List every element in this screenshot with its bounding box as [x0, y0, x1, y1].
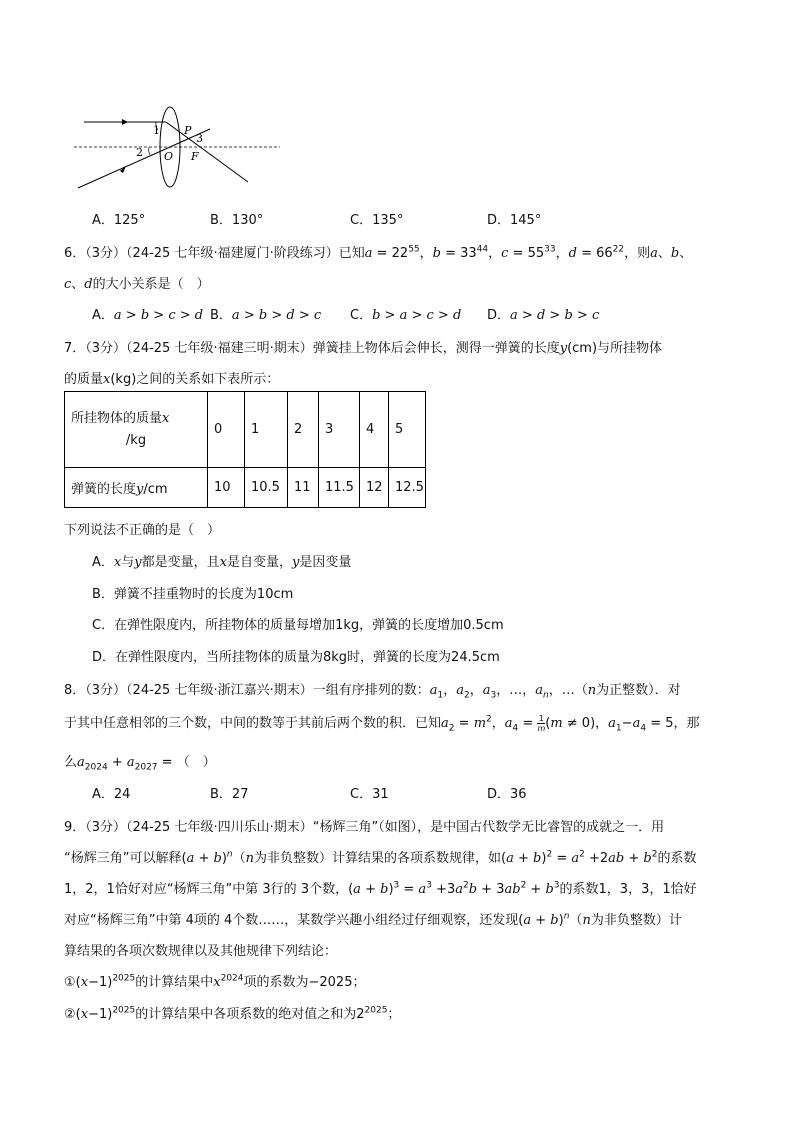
label-O: O	[164, 150, 174, 163]
q9-conclusion-1: $①(x-1)^{2025}$的计算结果中$x^{2024}$项的系数为−2025；	[64, 973, 366, 990]
table-cell: 11	[288, 468, 319, 508]
table-header-length: 弹簧的长度y/cm	[65, 468, 208, 508]
q6-line2: c、d的大小关系是（ ）	[64, 277, 210, 292]
q7-line2: 的质量x(kg)之间的关系如下表所示：	[64, 372, 280, 387]
q9-conclusion-2: $②(x-1)^{2025}$的计算结果中各项系数的绝对值之和为$2^{2025}$；	[64, 1005, 401, 1022]
mass-length-table	[64, 391, 426, 508]
table-cell: 12	[360, 468, 389, 508]
table-cell: 10	[208, 468, 245, 508]
q9-line1: 9．（3分）（24-25 七年级·四川乐山·期末）“杨辉三角”（如图），是中国古代数学无比睿智的成就之一．用	[64, 820, 665, 835]
q6-option-d[interactable]: D．a > d > b > c	[487, 308, 600, 323]
q8-line3: 么$a_{2024} + a_{2027}$ = （ ）	[64, 755, 216, 773]
table-cell: 0	[208, 392, 245, 468]
q7-option-a[interactable]: A．x与y都是变量，且x是自变量，y是因变量	[92, 555, 352, 570]
label-P: P	[184, 124, 192, 137]
q6-line1: 6．（3分）（24-25 七年级·福建厦门·阶段练习）已知$a = 22^{55}$，$b = 33^{44}$，$c = 55^{33}$，$d = 66^{22}$，则a、b、	[64, 244, 693, 261]
q8-option-b[interactable]: B．27	[210, 787, 249, 802]
q6-after: ，则	[624, 246, 651, 261]
q6-option-c[interactable]: C．b > a > c > d	[350, 308, 462, 323]
q8-option-a[interactable]: A．24	[92, 787, 131, 802]
q8-line2: 于其中任意相邻的三个数，中间的数等于其前后两个数的积．已知$a_2 = m^2$，$a_4$ = $\frac{1}{m}$ (m ≠ 0)，$a_1-a_4 = 5$，那	[64, 714, 700, 734]
table-header-mass: 所挂物体的质量x /kg	[65, 392, 208, 468]
q5-option-b[interactable]: B．130°	[210, 213, 264, 228]
q7-line1: 7．（3分）（24-25 七年级·福建三明·期末）弹簧挂上物体后会伸长，测得一弹簧的长度y(cm)与所挂物体	[64, 341, 663, 356]
q7-option-c[interactable]: C．在弹性限度内，所挂物体的质量每增加1kg，弹簧的长度增加0.5cm	[92, 618, 504, 633]
q9-line5: 算结果的各项次数规律以及其他规律下列结论：	[64, 944, 338, 959]
label-2: 2	[136, 146, 143, 159]
label-F: F	[191, 150, 199, 163]
q8-line1: 8．（3分）（24-25 七年级·浙江嘉兴·期末）一组有序排列的数：$a_1$，$a_2$，$a_3$，…，$a_n$，…（n为正整数）．对	[64, 683, 681, 701]
table-cell: 10.5	[245, 468, 288, 508]
q8-option-d[interactable]: D．36	[487, 787, 527, 802]
q7-option-b[interactable]: B．弹簧不挂重物时的长度为10cm	[92, 587, 294, 602]
q8-option-c[interactable]: C．31	[350, 787, 389, 802]
q5-option-d[interactable]: D．145°	[487, 213, 542, 228]
table-cell: 5	[389, 392, 426, 468]
q7-question: 下列说法不正确的是（ ）	[64, 523, 221, 538]
label-1: 1	[153, 124, 160, 137]
table-cell: 2	[288, 392, 319, 468]
label-3: 3	[196, 132, 203, 145]
q9-line4: 对应“杨辉三角”中第 4项的 4个数……，某数学兴趣小组经过仔细观察，还发现$(a + b)^n(n$为非负整数）计	[64, 911, 682, 928]
q9-line3: 1，2，1恰好对应“杨辉三角”中第 3行的 3个数，$(a + b)^3 = a^3 +3a^2b + 3ab^2 + b^3$的系数1，3，3，1恰好	[64, 880, 697, 897]
q6-prefix: 6．（3分）（24-25 七年级·福建厦门·阶段练习）已知	[64, 246, 365, 261]
table-cell: 12.5	[389, 468, 426, 508]
q6-option-b[interactable]: B．a > b > d > c	[210, 308, 322, 323]
q7-option-d[interactable]: D．在弹性限度内，当所挂物体的质量为8kg时，弹簧的长度为24.5cm	[92, 650, 500, 665]
q9-line2: “杨辉三角”可以解释$(a + b)^n(n$为非负整数）计算结果的各项系数规律，如$(a + b)^2 = a^2 +2ab + b^2$的系数	[64, 849, 697, 866]
q6-line2-tail: 的大小关系是（ ）	[92, 277, 210, 292]
table-cell: 4	[360, 392, 389, 468]
q6-option-a[interactable]: A．a > b > c > d	[92, 308, 204, 323]
table-cell: 11.5	[319, 468, 360, 508]
q5-option-a[interactable]: A．125°	[92, 213, 146, 228]
lens-figure	[70, 100, 285, 195]
table-cell: 3	[319, 392, 360, 468]
q5-option-c[interactable]: C．135°	[350, 213, 404, 228]
table-cell: 1	[245, 392, 288, 468]
